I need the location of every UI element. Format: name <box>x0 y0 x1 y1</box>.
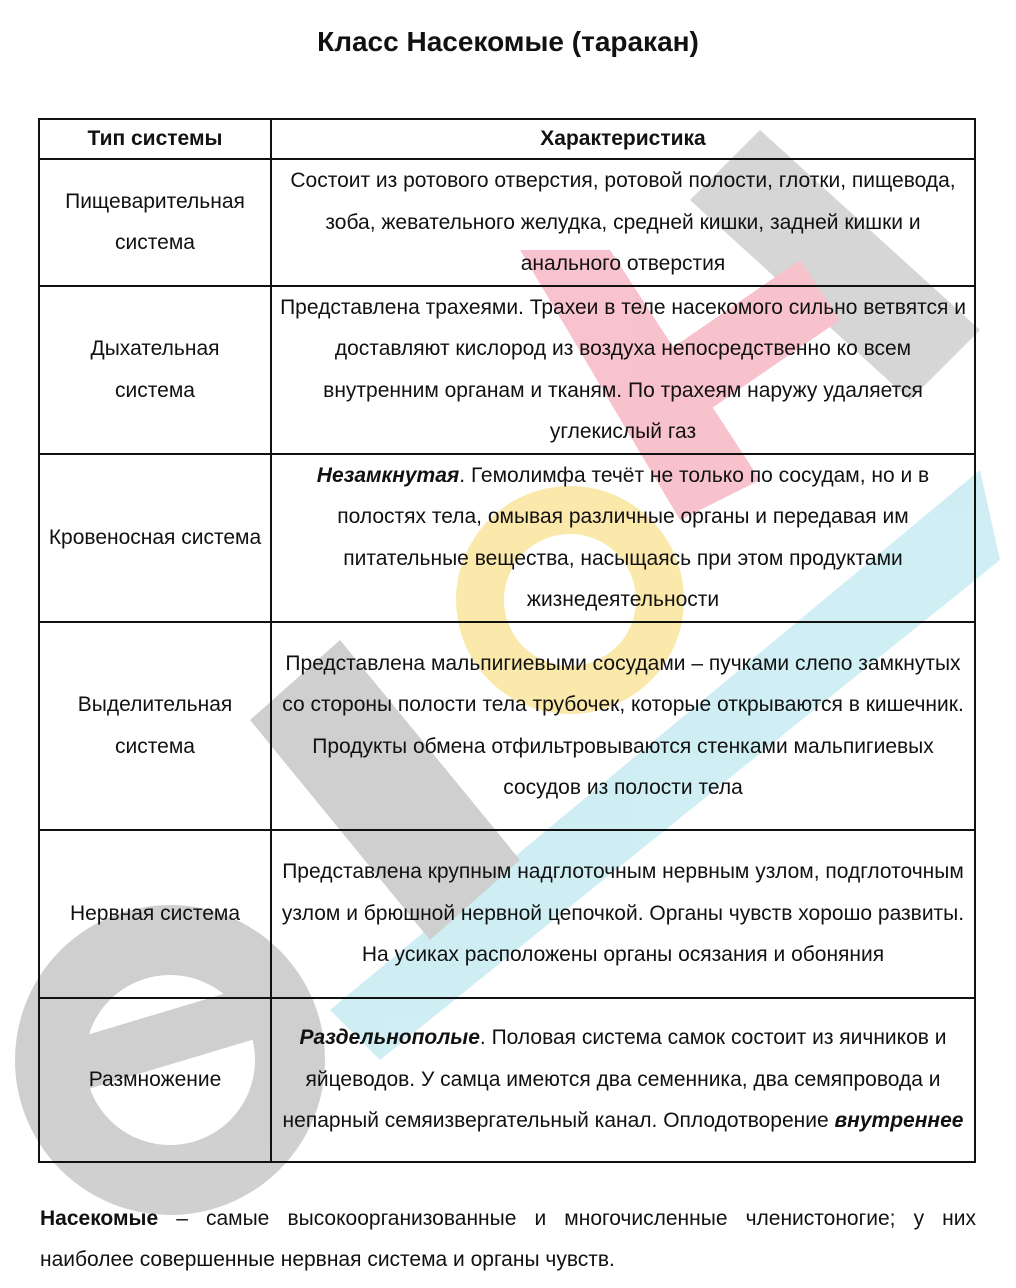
table-row <box>39 286 975 454</box>
footer-text: – самые высокоорганизованные и многочисленные членистоногие; у них наиболее совершенные нервная система и органы чувств. <box>40 1207 976 1271</box>
footer-term: Насекомые <box>40 1207 159 1230</box>
header-system-type: Тип системы <box>39 119 271 159</box>
table-row <box>39 454 975 622</box>
system-type-cell: Нервная система <box>39 830 271 998</box>
system-type-cell: Кровеносная система <box>39 454 271 622</box>
characteristic-cell <box>271 159 975 286</box>
table-row <box>39 622 975 830</box>
characteristic-cell <box>271 622 975 830</box>
characteristic-text: Представлена трахеями. Трахеи в теле насекомого сильно ветвятся и доставляют кислород из воздуха непосредственно ко всем внутренним органам и тканям. По трахеям наружу удаляется углекислый газ <box>280 295 966 443</box>
characteristic-text: Состоит из ротового отверстия, ротовой полости, глотки, пищевода, зоба, жевательного желудка, средней кишки, задней кишки и анального отверстия <box>290 169 956 275</box>
characteristic-cell <box>271 286 975 454</box>
emphasis-lead: Незамкнутая <box>316 463 460 487</box>
header-characteristic: Характеристика <box>271 119 975 159</box>
characteristic-cell <box>271 454 975 622</box>
characteristic-cell <box>271 998 975 1162</box>
system-type-cell: Пищеварительная система <box>39 159 271 286</box>
system-type-cell: Выделительная система <box>39 622 271 830</box>
system-type-cell: Размножение <box>39 998 271 1162</box>
page-title: Класс Насекомые (таракан) <box>317 26 699 57</box>
characteristic-text: . Гемолимфа течёт не только по сосудам, но и в полостях тела, омывая различные органы и передавая им питательные вещества, насыщаясь при этом продуктами жизнедеятельности <box>337 463 930 611</box>
characteristic-text: Представлена крупным надглоточным нервным узлом, подглоточным узлом и брюшной нервной цепочкой. Органы чувств хорошо развиты. На усиках расположены органы осязания и обоняния <box>281 860 965 967</box>
characteristic-text: . Половая система самок состоит из яичников и яйцеводов. У самца имеются два семенника, два семяпровода и непарный семяизвергательный канал. Оплодотворение <box>282 1026 947 1133</box>
emphasis-tail: внутреннее <box>834 1109 964 1133</box>
system-type-cell: Дыхательная система <box>39 286 271 454</box>
table-header-row <box>39 119 975 159</box>
characteristic-text: Представлена мальпигиевыми сосудами – пучками слепо замкнутых со стороны полости тела трубочек, которые открываются в кишечник. Продукты обмена отфильтровываются стенками мальпигиевых сосудов из полости тела <box>282 651 964 799</box>
systems-table <box>38 118 976 1163</box>
table-row <box>39 998 975 1162</box>
emphasis-lead: Раздельнополые <box>299 1026 480 1050</box>
table-row <box>39 830 975 998</box>
table-row <box>39 159 975 286</box>
footer-note <box>40 1198 976 1280</box>
characteristic-cell <box>271 830 975 998</box>
